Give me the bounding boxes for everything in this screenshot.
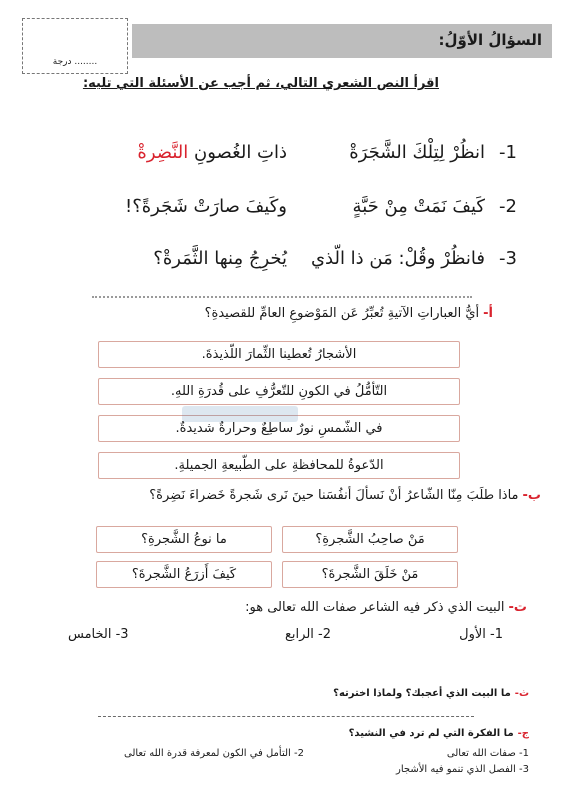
- question-text: البيت الذي ذكر فيه الشاعر صفات الله تعالى هو:: [245, 600, 505, 615]
- option-box[interactable]: [98, 341, 460, 368]
- verse-line: [57, 248, 557, 278]
- verse-first-half: كَيفَ نَمَتْ مِنْ حَبَّةٍ: [352, 196, 485, 217]
- question-letter: ج-: [517, 728, 529, 739]
- verse-second-half: وكَيفَ صارَتْ شَجَرةً؟!: [124, 196, 287, 217]
- section-header-bar: [132, 24, 552, 58]
- question-letter: أ-: [483, 306, 493, 321]
- option-box[interactable]: [96, 561, 272, 588]
- verse-second-highlight: النَّضِرةْ: [137, 142, 189, 163]
- idea-option: 1- صفات الله تعالى: [446, 748, 529, 759]
- dotted-separator: [92, 296, 472, 298]
- verse-number: 1-: [499, 142, 517, 163]
- option-box[interactable]: [282, 561, 458, 588]
- idea-option: 3- الفصل الذي تنمو فيه الأشجار: [395, 764, 529, 775]
- choice-option[interactable]: 3- الخامس: [68, 627, 129, 642]
- question-text: ما الفكرة التي لم ترد في النشيد؟: [348, 728, 514, 739]
- question-letter: ث-: [514, 688, 529, 699]
- option-text: ما نوعُ الشَّجرةِ؟: [141, 532, 227, 547]
- verse-second-half: [137, 142, 287, 163]
- question-text: أيُّ العباراتِ الآتيةِ تُعبِّرُ عَن المَوْضوعِ العامِّ للقصيدةِ؟: [204, 306, 480, 321]
- option-box[interactable]: [282, 526, 458, 553]
- verse-second-half: يُخرِجُ مِنها الثَّمَرةْ؟: [153, 248, 287, 269]
- option-text: الأشجارُ تُعطينا الثِّمارَ اللّذيذةَ.: [201, 347, 357, 362]
- choice-option[interactable]: 1- الأول: [459, 627, 503, 642]
- option-text: الدّعوةُ للمحافظةِ على الطّبيعةِ الجميلةِ.: [174, 458, 384, 473]
- option-text: التّأمُّلُ في الكونِ للتّعرُّفِ على قُدرَةِ اللهِ.: [170, 384, 388, 399]
- verse-number: 3-: [499, 248, 517, 269]
- verse-line: [57, 196, 557, 226]
- question-letter: ت-: [508, 600, 527, 615]
- question-text: ماذا طلَبَ مِنّا الشّاعرُ أنْ نَسألَ أنفُسَنا حينَ نَرى شَجرةً خَضراءَ نَضِرةً؟: [149, 488, 519, 503]
- option-text: في الشّمسِ نورٌ ساطِعٌ وحرارةٌ شديدةٌ.: [175, 421, 383, 436]
- option-text: كَيفَ أَزرَعُ الشَّجرةَ؟: [131, 567, 237, 582]
- option-box[interactable]: [96, 526, 272, 553]
- verse-second-plain: ذاتِ الغُصونِ: [188, 142, 287, 163]
- question-b: [149, 488, 541, 503]
- verse-number: 2-: [499, 196, 517, 217]
- question-letter: ب-: [522, 488, 541, 503]
- question-text: ما البيت الذي أعجبك؟ ولماذا اخترته؟: [333, 688, 511, 699]
- section-title: السؤالُ الأوّلُ:: [438, 31, 542, 49]
- score-box: [22, 18, 128, 74]
- faint-watermark: [180, 400, 300, 428]
- question-th: [333, 688, 529, 699]
- score-label: ........ درجة: [52, 57, 98, 67]
- question-t: [245, 600, 527, 615]
- answer-line: [98, 716, 474, 717]
- option-text: مَنْ صاحِبُ الشَّجرةِ؟: [315, 532, 425, 547]
- instruction-text: اقرأ النص الشعري التالي، ثم أجب عن الأسئلة التي تليه:: [82, 76, 439, 91]
- idea-option: 2- التأمل في الكون لمعرفة قدرة الله تعالى: [124, 748, 304, 759]
- question-a: [205, 306, 493, 321]
- option-box[interactable]: [98, 452, 460, 479]
- verse-line: [57, 142, 557, 172]
- choice-option[interactable]: 2- الرابع: [285, 627, 331, 642]
- verse-first-half: فانظُرْ وقُلْ: مَن ذا الّذي: [310, 248, 485, 269]
- question-j: [349, 728, 529, 739]
- option-text: مَنْ خَلَقَ الشَّجرةَ؟: [321, 567, 419, 582]
- verse-first-half: انظُرْ لِتِلْكَ الشَّجَرَةْ: [349, 142, 485, 163]
